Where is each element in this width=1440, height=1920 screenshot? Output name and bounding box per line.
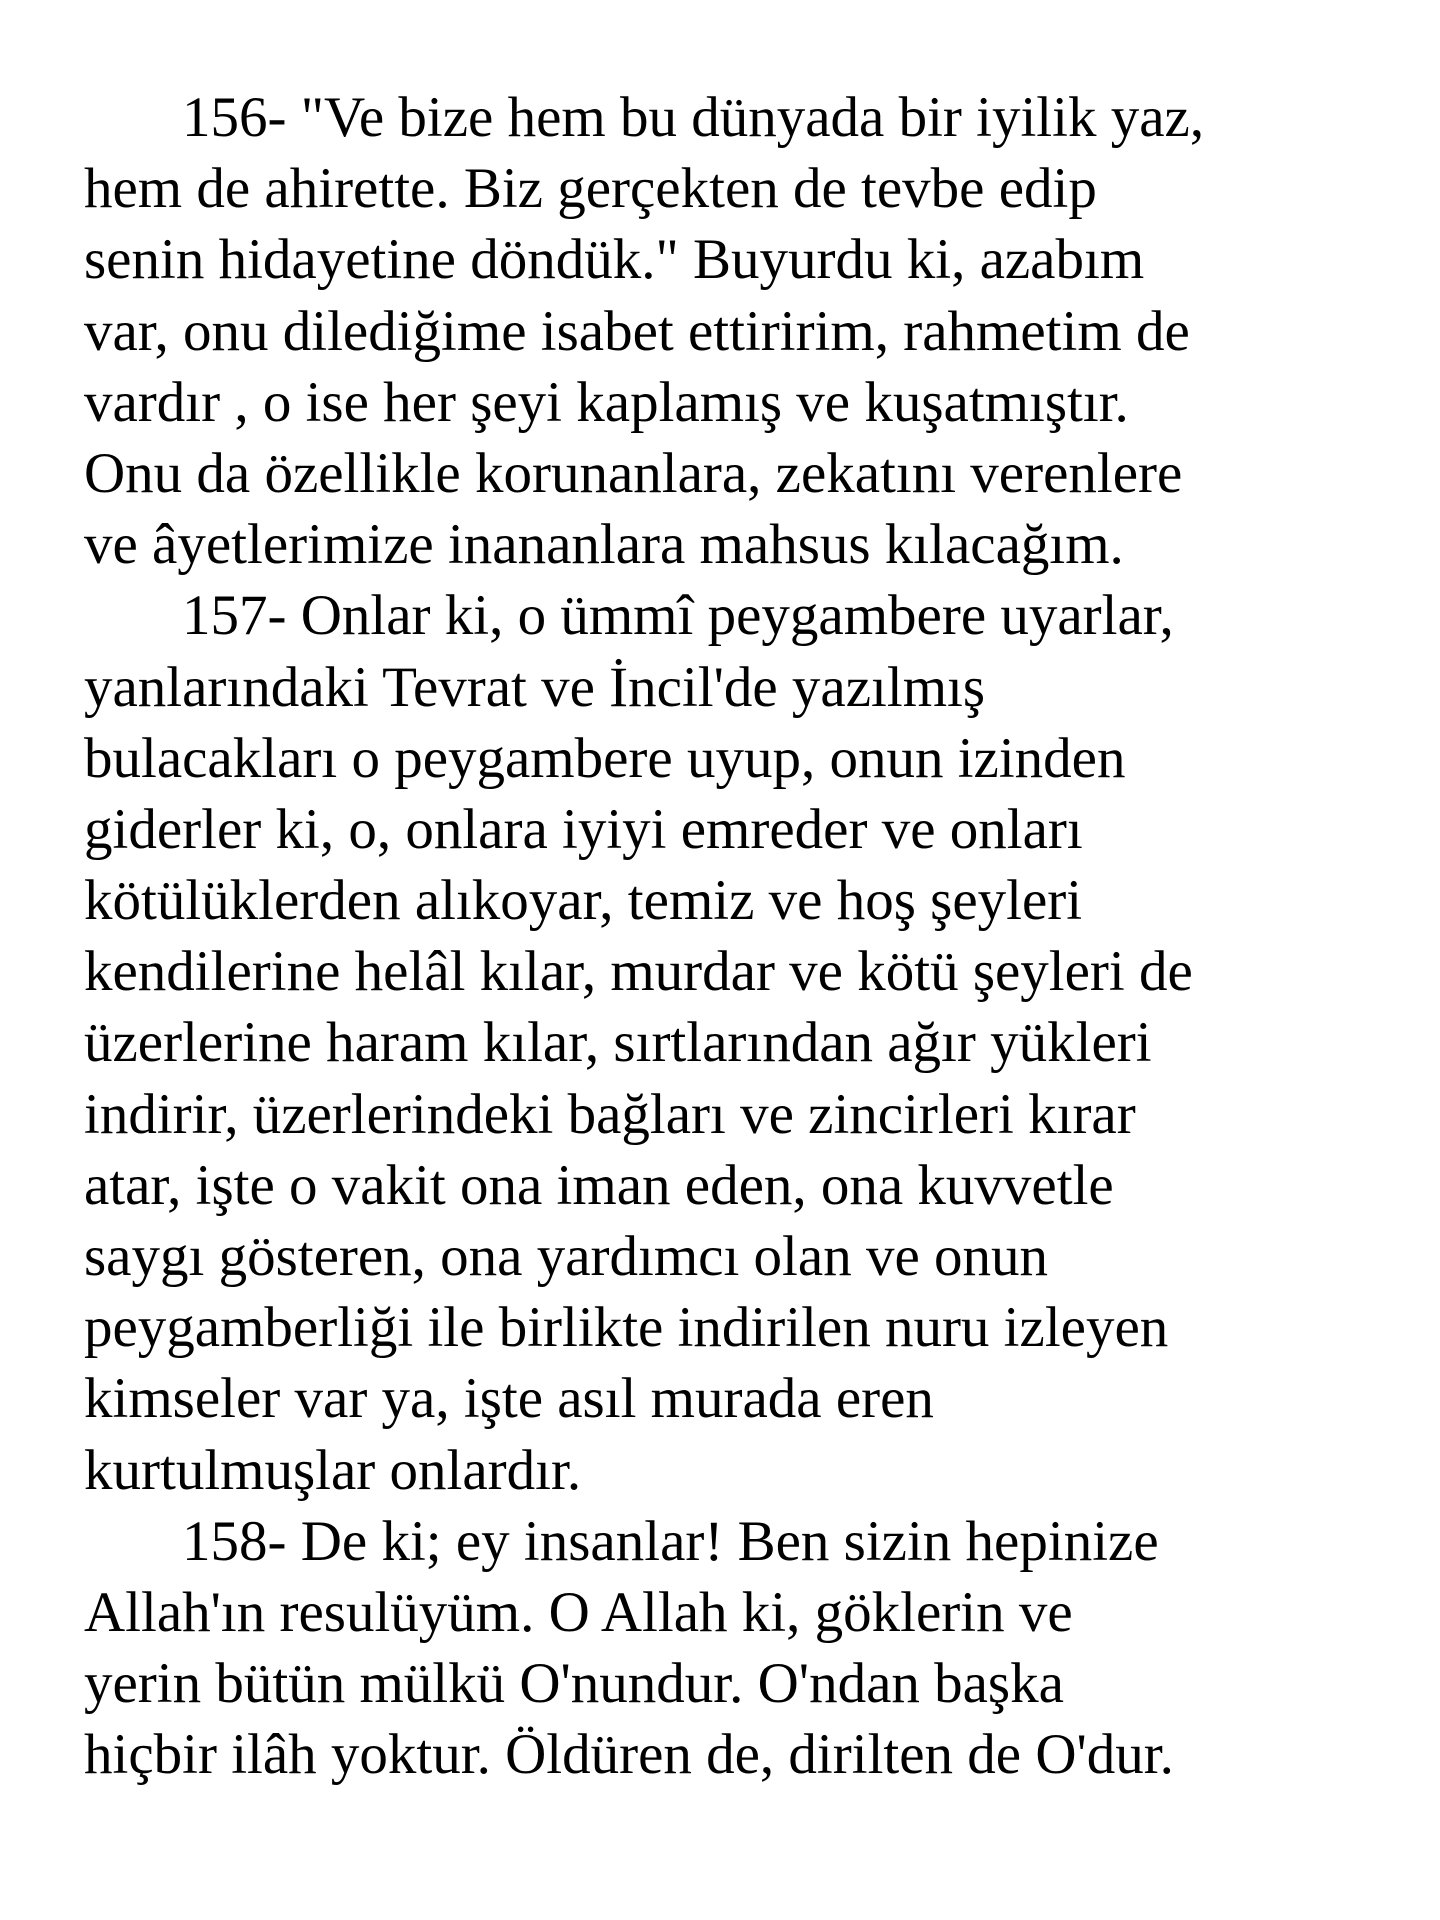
text-line: hem de ahirette. Biz gerçekten de tevbe edip — [84, 157, 1097, 221]
text-line: üzerlerine haram kılar, sırtlarından ağır yükleri — [84, 1011, 1152, 1075]
text-line: atar, işte o vakit ona iman eden, ona kuvvetle — [84, 1153, 1114, 1217]
text-line: kendilerine helâl kılar, murdar ve kötü şeyleri de — [84, 940, 1193, 1004]
text-line: saygı gösteren, ona yardımcı olan ve onun — [84, 1225, 1048, 1288]
text-line: peygamberliği ile birlikte indirilen nuru izleyen — [84, 1296, 1169, 1360]
verse-158 — [84, 1506, 1414, 1791]
text-line: Allah'ın resulüyüm. O Allah ki, göklerin ve — [84, 1580, 1073, 1644]
text-line: ve âyetlerimize inananlara mahsus kılacağım. — [84, 513, 1124, 577]
text-line: kimseler var ya, işte asıl murada eren — [84, 1367, 934, 1431]
text-line: hiçbir ilâh yoktur. Öldüren de, dirilten de O'dur. — [84, 1723, 1174, 1787]
text-line: vardır , o ise her şeyi kaplamış ve kuşatmıştır. — [84, 370, 1129, 434]
text-line: 156- "Ve bize hem bu dünyada bir iyilik yaz, — [182, 86, 1205, 149]
text-line: yanlarındaki Tevrat ve İncil'de yazılmış — [84, 655, 986, 719]
text-line: kurtulmuşlar onlardır. — [84, 1438, 582, 1502]
text-line: 158- De ki; ey insanlar! Ben sizin hepinize — [182, 1509, 1159, 1573]
text-line: 157- Onlar ki, o ümmî peygambere uyarlar, — [182, 584, 1174, 648]
text-line: yerin bütün mülkü O'nundur. O'ndan başka — [84, 1652, 1064, 1716]
text-line: var, onu dilediğime isabet ettiririm, rahmetim de — [84, 299, 1190, 363]
text-line: Onu da özellikle korunanlara, zekatını verenlere — [84, 441, 1183, 505]
text-line: kötülüklerden alıkoyar, temiz ve hoş şeyleri — [84, 869, 1083, 933]
text-line: giderler ki, o, onlara iyiyi emreder ve onları — [84, 797, 1083, 861]
text-line: senin hidayetine döndük." Buyurdu ki, azabım — [84, 228, 1145, 292]
text-line: bulacakları o peygambere uyup, onun izinden — [84, 726, 1126, 790]
verse-157 — [84, 580, 1414, 1505]
verse-156 — [84, 82, 1414, 580]
text-line: indirir, üzerlerindeki bağları ve zincirleri kırar — [84, 1082, 1136, 1146]
document-text — [84, 82, 1414, 1791]
